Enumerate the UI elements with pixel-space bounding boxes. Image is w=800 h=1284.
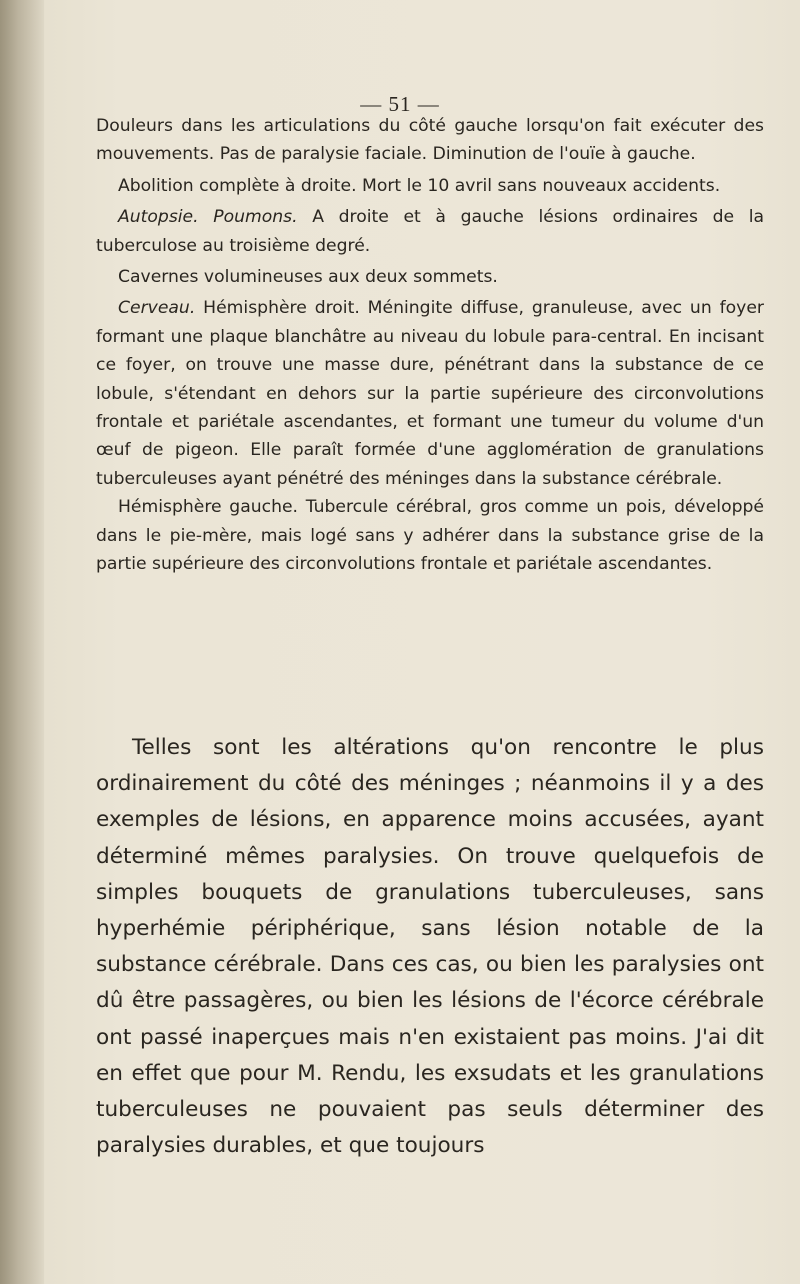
brain-label: Cerveau. — [118, 298, 196, 319]
brain-text: Hémisphère droit. Méningite diffuse, granuleuse, avec un foyer formant une plaque blanchâtre au niveau du lobule para-central. En incisant ce foyer, on trouve une masse dure, pénétrant dans la substance de ce lobule, s'étendant en dehors sur la partie supérieure des circonvolutions frontale et pariétale ascendantes, et formant une tumeur du volume d'un œuf de pigeon. Elle paraît formée d'une agglomération de granulations tuberculeuses ayant pénétré des méninges dans la substance cérébrale. — [96, 298, 764, 489]
notes-paragraph-symptoms: Douleurs dans les articulations du côté gauche lorsqu'on fait exécuter des mouvements. Pas de paralysie faciale. Diminution de l'ouïe à gauche. — [96, 116, 764, 165]
notes-paragraph-abolition: Abolition complète à droite. Mort le 10 avril sans nouveaux accidents. — [118, 175, 721, 196]
autopsy-label: Autopsie. Poumons. — [118, 207, 298, 228]
case-notes — [96, 112, 764, 579]
main-paragraph: Telles sont les altérations qu'on rencontre le plus ordinairement du côté des méninges ; néanmoins il y a des exemples de lésions, en apparence moins accusées, ayant déterminé mêmes paralysies. On trouve quelquefois de simples bouquets de granulations tuberculeuses, sans hyperhémie périphérique, sans lésion notable de la substance cérébrale. Dans ces cas, ou bien les paralysies ont dû être passagères, ou bien les lésions de l'écorce cérébrale ont passé inaperçues mais n'en existaient pas moins. J'ai dit en effet que pour M. Rendu, les exsudats et les granulations tuberculeuses ne pouvaient pas seuls déterminer des paralysies durables, et que toujours — [96, 735, 764, 1159]
binding-shadow — [0, 0, 44, 1284]
autopsy-text: A droite et à gauche lésions ordinaires de la tuberculose au troisième degré. — [96, 207, 765, 256]
notes-paragraph-left-hemisphere: Hémisphère gauche. Tubercule cérébral, gros comme un pois, développé dans le pie-mère, mais logé sans y adhérer dans la substance grise de la partie supérieure des circonvolutions frontale et pariétale ascendantes. — [96, 497, 764, 575]
notes-paragraph-caverns: Cavernes volumineuses aux deux sommets. — [118, 267, 498, 288]
notes-paragraph-brain — [96, 294, 764, 493]
page-number: — 51 — — [360, 92, 440, 116]
notes-paragraph-autopsy — [96, 203, 764, 260]
